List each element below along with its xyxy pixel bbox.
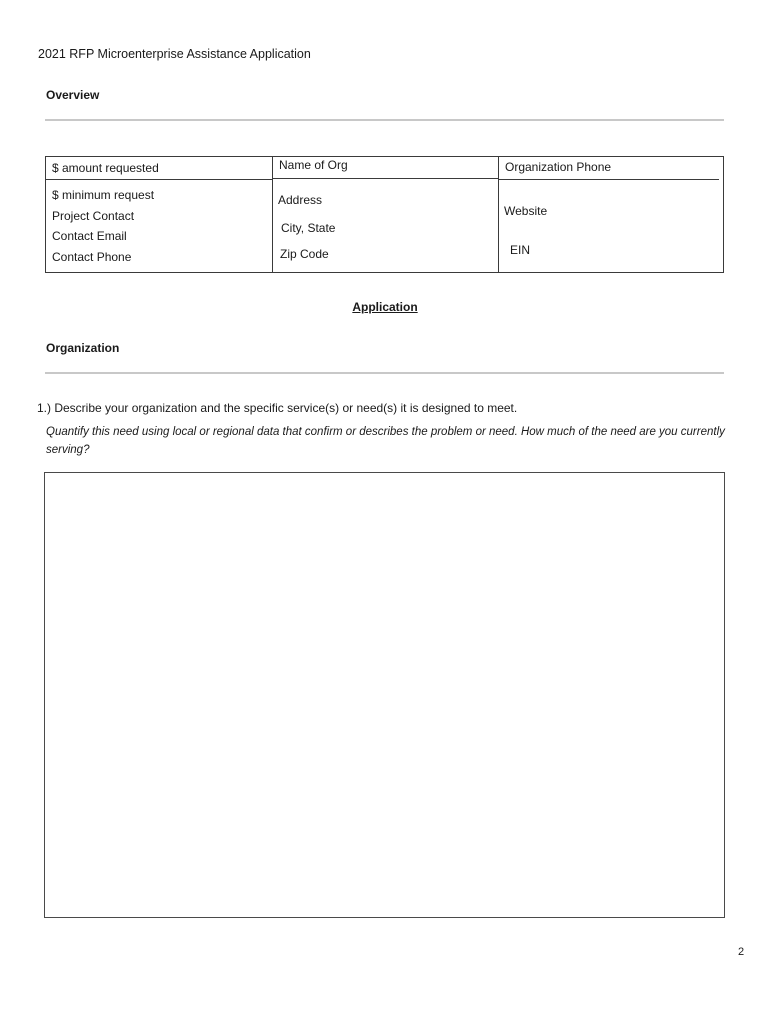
- organization-divider: [45, 372, 724, 374]
- overview-table: [45, 156, 724, 273]
- table-column-divider: [498, 157, 499, 272]
- table-row-divider: [46, 179, 272, 180]
- table-column-divider: [272, 157, 273, 272]
- amount-requested-field[interactable]: $ amount requested: [52, 161, 159, 175]
- question-1-hint: Quantify this need using local or regional data that confirm or describes the problem or need. How much of the need are you currently serving?: [46, 426, 725, 456]
- organization-heading: Organization: [46, 341, 120, 355]
- address-field[interactable]: Address: [278, 193, 323, 207]
- page-number: 2: [738, 946, 745, 958]
- contact-email-field[interactable]: Contact Email: [52, 229, 127, 243]
- ein-field[interactable]: EIN: [510, 243, 531, 257]
- city-state-field[interactable]: City, State: [281, 221, 336, 235]
- table-row-divider: [498, 179, 719, 180]
- application-heading: Application: [352, 300, 418, 314]
- zip-code-field[interactable]: Zip Code: [280, 247, 329, 261]
- minimum-request-field[interactable]: $ minimum request: [52, 188, 155, 202]
- website-field[interactable]: Website: [504, 204, 548, 218]
- table-row-divider: [272, 178, 498, 179]
- contact-phone-field[interactable]: Contact Phone: [52, 250, 132, 264]
- document-title: 2021 RFP Microenterprise Assistance Application: [38, 47, 311, 61]
- overview-divider: [45, 119, 724, 121]
- question-1-answer-field[interactable]: [44, 472, 725, 918]
- question-1: 1.) Describe your organization and the specific service(s) or need(s) it is designed to meet.: [37, 401, 518, 415]
- organization-phone-field[interactable]: Organization Phone: [505, 160, 612, 174]
- org-name-field[interactable]: Name of Org: [279, 158, 348, 172]
- overview-heading: Overview: [46, 88, 100, 102]
- project-contact-field[interactable]: Project Contact: [52, 209, 135, 223]
